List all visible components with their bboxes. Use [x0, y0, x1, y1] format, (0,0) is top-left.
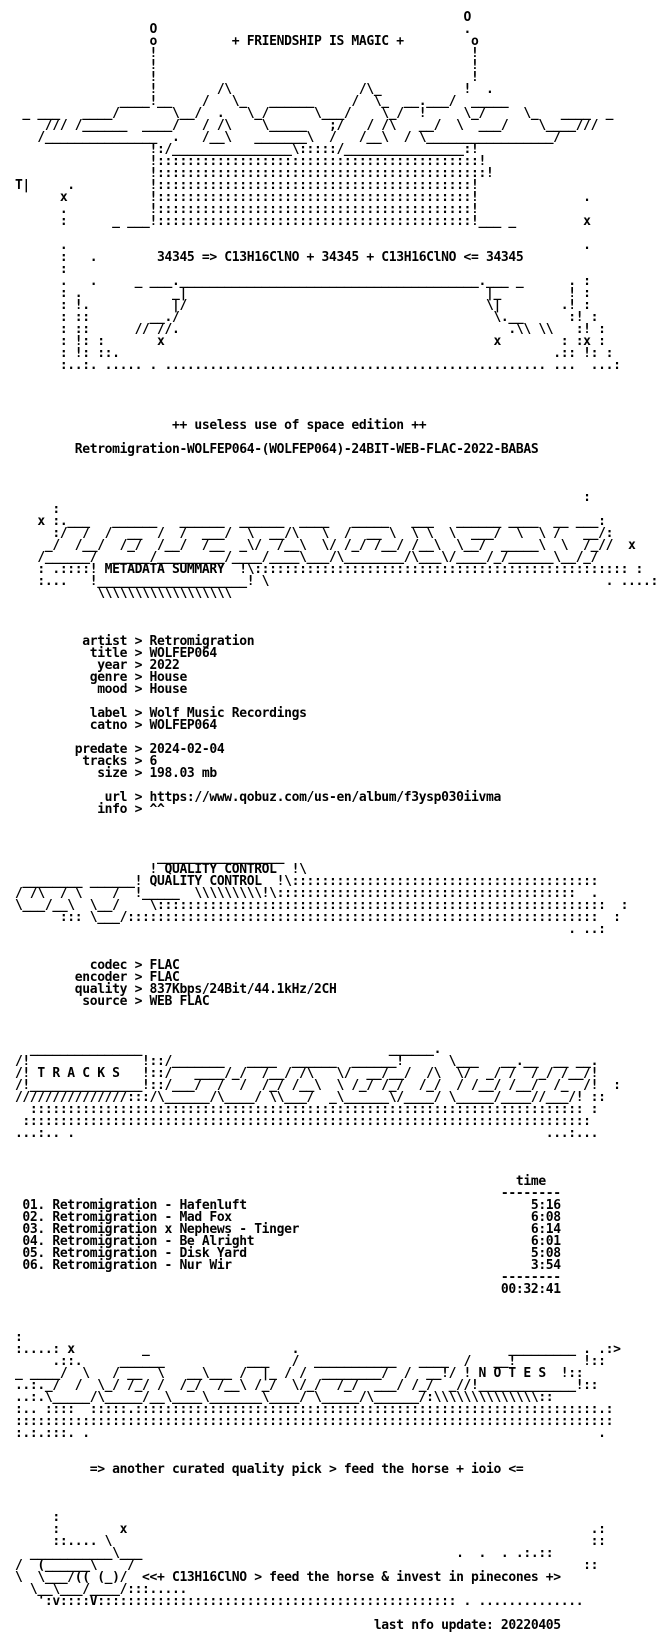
nfo-line: : _ ___!::::::::::::::::::::::::::::::::::::::::::!___ _ x: [0, 214, 591, 229]
nfo-line: size > 198.03 mb: [0, 766, 217, 781]
nfo-line: ! !: [0, 70, 479, 85]
nfo-line: mood > House: [0, 682, 187, 697]
nfo-line: _/ /__/ /_/ /__/ /__ _\/ /__\ \/ /_/ /__/ /__\ \__/ _____\ \ /_// x: [0, 538, 636, 553]
nfo-line: year > 2022: [0, 658, 180, 673]
nfo-line: ':v::::V:::::::::::::::::::::::::::::::::::::::::::::::: . ..............: [0, 1594, 584, 1609]
nfo-line: _ ___ ____/ \__/ . \_/ \___/ \_/ ! \_/ \_ ____ _: [0, 106, 614, 121]
nfo-line: ::::::::::::::::::::::::::::::::::::::::::::::::::::::::::::::::::::::::::::: [0, 1114, 591, 1129]
nfo-line: / /\ / \ / !_____ \\\\\\\\\!\:::::::::::::::::::::::::::::::::::::::: .: [0, 886, 599, 901]
nfo-line: info > ^^: [0, 802, 165, 817]
nfo-line: :: [0, 1330, 23, 1345]
nfo-line: => another curated quality pick > feed the horse + ioio <=: [0, 1462, 524, 1477]
nfo-line: title > WOLFEP064: [0, 646, 217, 661]
nfo-line: : !. |/ \| .! :: [0, 298, 591, 313]
nfo-line: --------: [0, 1270, 561, 1285]
nfo-line: _ ____/ \ / __ \ __\___ / |_ / / ________/ / __!/ ! N O T E S !::: [0, 1366, 584, 1381]
nfo-line: ! !: [0, 46, 479, 61]
nfo-line: !:::::::::::::::::::::::::::::::::::::::::::!: [0, 154, 486, 169]
nfo-line: ____!__ / \_ ______ / \_ __.___/ _____: [0, 94, 509, 109]
nfo-line: :..:. ..... . ................................................... ... ...:: [0, 358, 621, 373]
nfo-line: ///////////////:::/\______/\____/ \\___/ _\______\/____/ \_____/____//___/! ::: [0, 1090, 606, 1105]
nfo-line: catno > WOLFEP064: [0, 718, 217, 733]
nfo-line: ::.... \ ::: [0, 1534, 606, 1549]
nfo-line: . ..:: [0, 922, 606, 937]
nfo-line: last nfo update: 20220405: [0, 1618, 561, 1633]
nfo-line: ________ ______! QUALITY CONTROL !\:::::::::::::::::::::::::::::::::::::::::: [0, 874, 599, 889]
nfo-line: ..:.\_____/\_____/__\____\_______\____/ \_____/\______/:\\\\\\\\\\\\\\::: [0, 1390, 554, 1405]
nfo-line: :: [0, 1510, 60, 1525]
nfo-line: ! !: [0, 58, 479, 73]
nfo-line: :... !____________________! \ . ....:: [0, 574, 658, 589]
nfo-line: --------: [0, 1186, 561, 1201]
nfo-line: quality > 837Kbps/24Bit/44.1kHz/2CH: [0, 982, 337, 997]
nfo-line: : !: : x x : :x :: [0, 334, 606, 349]
nfo-line: _________________: [0, 850, 285, 865]
nfo-line: :: [0, 490, 591, 505]
nfo-line: :.:.:::. . .: [0, 1426, 606, 1441]
nfo-line: . . _ ___.________________________________________.___ _ . :: [0, 274, 591, 289]
nfo-line: o + FRIENDSHIP IS MAGIC + o: [0, 34, 479, 49]
nfo-line: predate > 2024-02-04: [0, 742, 225, 757]
nfo-line: /!_______________!::/___/ / / /_/ /__\ \ /_/ /_/ /_/ / /__/ /__/ /_ /! :: [0, 1078, 621, 1093]
nfo-line: : x .:: [0, 1522, 606, 1537]
nfo-line: . !::::::::::::::::::::::::::::::::::::::::::!: [0, 202, 479, 217]
nfo-line: ::: \___/::::::::::::::::::::::::::::::::::::::::::::::::::::::::::::::: :: [0, 910, 621, 925]
nfo-line: /______/ _____/_________/____/____\___/\________/\___\/____/_/______\__/_/: [0, 550, 599, 565]
nfo-line: ..:._/ / \_/ /_/ / /_/ /__\ /_/ \/_/ /_/ ___/ /_/ _//!_____________!::: [0, 1378, 599, 1393]
nfo-line: /_______________ . /__\ _______\ / /__\ / \_________________/: [0, 130, 561, 145]
nfo-line: encoder > FLAC: [0, 970, 180, 985]
nfo-line: : . _| |_ ! :: [0, 286, 591, 301]
nfo-line: ++ useless use of space edition ++: [0, 418, 427, 433]
nfo-line: source > WEB FLAC: [0, 994, 210, 1009]
nfo-line: tracks > 6: [0, 754, 158, 769]
nfo-line: !::::::::::::::::::::::::::::::::::::::::::::!: [0, 166, 494, 181]
nfo-line: url > https://www.qobuz.com/us-en/album/f3ysp030iivma: [0, 790, 501, 805]
nfo-line: / (______\ / ::: [0, 1558, 599, 1573]
nfo-line: \___/__\ \__/ \:::::::::::::::::::::::::::::::::::::::::::::::::::::::::::: :: [0, 898, 629, 913]
nfo-line: : :: // //. .\\ \\ :! :: [0, 322, 606, 337]
nfo-line: :.. :::: :::::.::::::::::::::::::::::::::::::::::::::::::::::::::::::::::::::.:: [0, 1402, 614, 1417]
nfo-line: ...:.. . ...:...: [0, 1126, 599, 1141]
nfo-line: ___________\___ . . . .:.::: [0, 1546, 554, 1561]
nfo-line: . .: [0, 238, 591, 253]
nfo-line: : !: ::. .:: !: :: [0, 346, 614, 361]
nfo-line: :::::::::::::::::::::::::::::::::::::::::::::::::::::::::::::::::::::::::: :: [0, 1102, 599, 1117]
nfo-line: /! T R A C K S !::/ ____/_/ /__/ /\ \/ __/__/ /\ \/ _/ / /_/ /__/!: [0, 1066, 599, 1081]
nfo-line: 00:32:41: [0, 1282, 561, 1297]
nfo-line: ! QUALITY CONTROL !\: [0, 862, 307, 877]
nfo-line: : :: __./ \.__ :! :: [0, 310, 599, 325]
nfo-line: T| . !::::::::::::::::::::::::::::::::::::::::::!: [0, 178, 479, 193]
nfo-line: 02. Retromigration - Mad Fox 6:08: [0, 1210, 561, 1225]
nfo-line: _______________ ______.: [0, 1042, 442, 1057]
nfo-line: 01. Retromigration - Hafenluft 5:16: [0, 1198, 561, 1213]
nfo-line: !:/________________\:::::/________________:!: [0, 142, 479, 157]
nfo-line: :/ / / __ / / ___/ \ __/\ \ / __ \ \ \ \ ___/ \ \ / __/:: [0, 526, 614, 541]
nfo-line: \ \___/(( (_)/ <<+ C13H16ClNO > feed the horse & invest in pinecones +>: [0, 1570, 561, 1585]
nfo-line: genre > House: [0, 670, 187, 685]
nfo-line: :: [0, 502, 60, 517]
nfo-line: :....: x _ . _________ . .:>: [0, 1342, 621, 1357]
nfo-line: 03. Retromigration x Nephews - Tinger 6:14: [0, 1222, 561, 1237]
nfo-line: 04. Retromigration - Be Alright 6:01: [0, 1234, 561, 1249]
nfo-line: codec > FLAC: [0, 958, 180, 973]
nfo-line: label > Wolf Music Recordings: [0, 706, 307, 721]
nfo-line: 05. Retromigration - Disk Yard 5:08: [0, 1246, 561, 1261]
nfo-line: x !::::::::::::::::::::::::::::::::::::::::::! .: [0, 190, 591, 205]
nfo-line: ::::::::::::::::::::::::::::::::::::::::::::::::::::::::::::::::::::::::::::::::: [0, 1414, 614, 1429]
nfo-line: 06. Retromigration - Nur Wir 3:54: [0, 1258, 561, 1273]
nfo-line: O .: [0, 22, 472, 37]
nfo-line: :: [0, 262, 68, 277]
nfo-line: /// /______ ____/ / /\ \_____ ;/ / /\ __/ \ ___/ \____///: [0, 118, 599, 133]
nfo-line: \__\___/____/:::.....: [0, 1582, 187, 1597]
nfo-line: time: [0, 1174, 546, 1189]
nfo-line: \\\\\\\\\\\\\\\\\\: [0, 586, 232, 601]
nfo-line: .::. ______ ___ / ___________ ____ / __! !::: [0, 1354, 606, 1369]
nfo-line: : .::::! METADATA SUMMARY !\:::::::::::::::::::::::::::::::::::::::::::::::::: :: [0, 562, 643, 577]
nfo-line: artist > Retromigration: [0, 634, 255, 649]
nfo-line: ! /\ /\_ ! .: [0, 82, 494, 97]
nfo-line: O: [0, 10, 472, 25]
nfo-line: x :.___ ______ ______ ______ ____ _____ ___ ______ ____ __ ___:: [0, 514, 606, 529]
nfo-line: /! !::/_______ ____ ______ ______! \___ __.__ __ __.: [0, 1054, 599, 1069]
nfo-line: : . 34345 => C13H16ClNO + 34345 + C13H16ClNO <= 34345: [0, 250, 524, 265]
nfo-line: Retromigration-WOLFEP064-(WOLFEP064)-24BIT-WEB-FLAC-2022-BABAS: [0, 442, 539, 457]
